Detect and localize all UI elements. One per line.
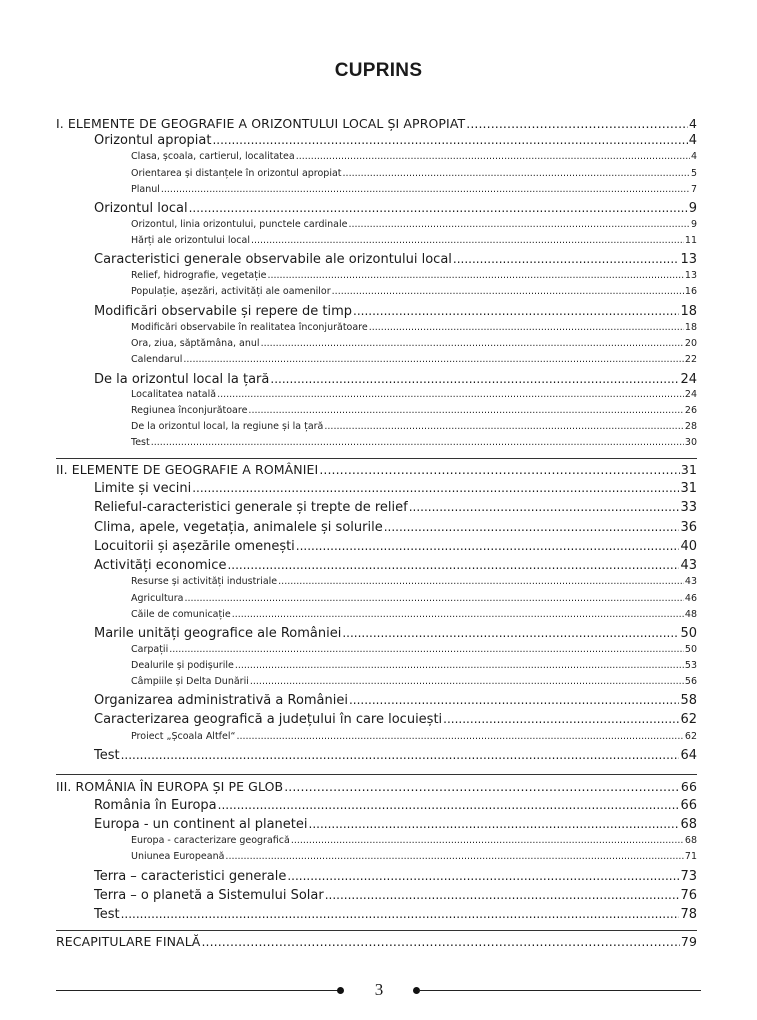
toc-entry-page: 9: [688, 201, 697, 216]
dot-leader: [453, 252, 680, 266]
dot-leader: [121, 748, 680, 762]
toc-entry-title: Limite și vecini: [94, 481, 192, 496]
toc-entry-page: 31: [680, 481, 697, 496]
dot-leader: [291, 835, 684, 846]
toc-entry-title: Caracterizarea geografică a județului în care locuiești: [94, 712, 443, 727]
toc-entry: [56, 779, 697, 794]
toc-entry-title: De la orizontul local la țară: [94, 372, 270, 387]
toc-entry-title: Clima, apele, vegetația, animalele și solurile: [94, 520, 383, 535]
toc-entry: [94, 817, 697, 832]
toc-entry: [94, 201, 697, 216]
dot-leader: [278, 576, 684, 587]
toc-entry-page: 73: [680, 869, 697, 884]
dot-leader: [309, 817, 680, 831]
toc-entry-page: 7: [690, 184, 697, 195]
toc-entry: [94, 539, 697, 554]
toc-entry: [131, 609, 697, 620]
page-title: CUPRINS: [334, 60, 423, 81]
toc-entry-title: Calendarul: [131, 354, 183, 365]
toc-entry-page: 13: [684, 270, 697, 281]
dot-leader: [332, 286, 684, 297]
toc-entry: [94, 693, 697, 708]
toc-entry-title: De la orizontul local, la regiune și la țară: [131, 421, 324, 432]
dot-leader: [296, 539, 680, 553]
toc-entry: [131, 168, 697, 179]
toc-entry-page: 58: [680, 693, 697, 708]
page-number: 3: [374, 980, 384, 999]
toc-entry-title: Relieful-caracteristici generale și trepte de relief: [94, 500, 408, 515]
dot-leader: [235, 660, 684, 671]
toc-entry-page: 64: [680, 748, 697, 763]
dot-leader: [349, 693, 679, 707]
toc-entry: [94, 748, 697, 763]
toc-entry-page: 53: [684, 660, 697, 671]
dot-leader: [270, 372, 679, 386]
toc-entry-page: 50: [684, 644, 697, 655]
toc-entry-title: Caracteristici generale observabile ale orizontului local: [94, 252, 452, 267]
toc-entry-page: 68: [684, 835, 697, 846]
toc-entry-title: Organizarea administrativă a României: [94, 693, 348, 708]
toc-entry-title: RECAPITULARE FINALĂ: [56, 934, 201, 949]
toc-entry: [94, 626, 697, 641]
dot-leader: [369, 322, 684, 333]
dot-leader: [348, 219, 689, 230]
toc-entry: [131, 151, 697, 162]
toc-entry-page: 33: [680, 500, 697, 515]
toc-entry: [131, 322, 697, 333]
dot-leader: [343, 168, 690, 179]
toc-entry-page: 30: [684, 437, 697, 448]
dot-leader: [151, 437, 684, 448]
dot-leader: [287, 869, 679, 883]
toc-entry-page: 62: [684, 731, 697, 742]
toc-entry-title: Europa - caracterizare geografică: [131, 835, 290, 846]
dot-leader: [184, 593, 683, 604]
toc-entry: [94, 500, 697, 515]
toc-entry-title: Proiect „Școala Altfel“: [131, 731, 236, 742]
toc-entry: [94, 798, 697, 813]
toc-entry: [94, 907, 697, 922]
dot-leader: [121, 907, 680, 921]
dot-leader: [267, 270, 683, 281]
toc-entry: [131, 676, 697, 687]
toc-entry: [131, 593, 697, 604]
toc-entry-title: Test: [94, 748, 120, 763]
toc-entry-page: 4: [688, 116, 697, 131]
toc-entry-title: Câmpiile și Delta Dunării: [131, 676, 249, 687]
toc-entry: [56, 116, 697, 131]
dot-leader: [227, 558, 679, 572]
toc-entry: [131, 660, 697, 671]
toc-entry: [56, 934, 697, 949]
toc-entry-page: 66: [680, 798, 697, 813]
section-divider: [56, 774, 697, 775]
dot-leader: [296, 151, 690, 162]
toc-entry: [131, 731, 697, 742]
toc-entry-page: 71: [684, 851, 697, 862]
footer-line-right: [418, 990, 701, 991]
toc-entry-title: Uniunea Europeană: [131, 851, 225, 862]
dot-leader: [189, 201, 688, 215]
toc-entry: [131, 219, 697, 230]
toc-entry: [94, 481, 697, 496]
toc-entry-page: 43: [684, 576, 697, 587]
dot-leader: [192, 481, 679, 495]
toc-entry-page: 26: [684, 405, 697, 416]
toc-entry-page: 4: [690, 151, 697, 162]
section-divider: [56, 458, 697, 459]
dot-leader: [325, 888, 680, 902]
toc-entry-page: 13: [680, 252, 697, 267]
toc-entry: [94, 304, 697, 319]
toc-entry-title: Test: [94, 907, 120, 922]
toc-entry-title: Resurse și activități industriale: [131, 576, 278, 587]
toc-entry-title: Orizontul local: [94, 201, 188, 216]
toc-entry: [94, 133, 697, 148]
dot-leader: [261, 338, 684, 349]
section-divider: [56, 930, 697, 931]
toc-entry-title: Europa - un continent al planetei: [94, 817, 308, 832]
toc-entry-title: Orizontul apropiat: [94, 133, 212, 148]
toc-entry-page: 20: [684, 338, 697, 349]
dot-leader: [218, 798, 680, 812]
toc-entry: [131, 270, 697, 281]
toc-entry: [131, 354, 697, 365]
toc-entry-title: Căile de comunicație: [131, 609, 231, 620]
footer-line-left: [56, 990, 340, 991]
toc-entry-title: Regiunea înconjurătoare: [131, 405, 248, 416]
dot-leader: [169, 644, 684, 655]
dot-leader: [384, 520, 680, 534]
toc-entry-title: Planul: [131, 184, 160, 195]
dot-leader: [232, 609, 684, 620]
toc-entry: [94, 888, 697, 903]
toc-entry-title: Carpații: [131, 644, 169, 655]
dot-leader: [443, 712, 679, 726]
toc-entry-page: 62: [680, 712, 697, 727]
toc-entry-page: 9: [690, 219, 697, 230]
toc-entry-title: II. ELEMENTE DE GEOGRAFIE A ROMÂNIEI: [56, 462, 319, 477]
dot-leader: [201, 934, 679, 949]
toc-entry: [131, 437, 697, 448]
dot-leader: [342, 626, 679, 640]
toc-entry: [131, 576, 697, 587]
toc-entry: [131, 421, 697, 432]
toc-entry-title: Locuitorii și așezările omenești: [94, 539, 295, 554]
dot-leader: [183, 354, 684, 365]
toc-entry-title: III. ROMÂNIA ÎN EUROPA ȘI PE GLOB: [56, 779, 284, 794]
toc-entry: [131, 644, 697, 655]
toc-entry-page: 24: [684, 389, 697, 400]
toc-entry: [56, 462, 697, 477]
dot-leader: [409, 500, 680, 514]
toc-entry-page: 18: [680, 304, 697, 319]
toc-entry: [131, 184, 697, 195]
toc-entry-title: Relief, hidrografie, vegetație: [131, 270, 267, 281]
toc-entry-title: Localitatea natală: [131, 389, 217, 400]
toc-entry-page: 24: [680, 372, 697, 387]
toc-entry-page: 22: [684, 354, 697, 365]
toc-entry: [131, 835, 697, 846]
toc-entry-page: 68: [680, 817, 697, 832]
toc-entry-title: Terra – o planetă a Sistemului Solar: [94, 888, 324, 903]
toc-entry-page: 43: [680, 558, 697, 573]
toc-entry-page: 11: [684, 235, 697, 246]
toc-entry: [94, 558, 697, 573]
toc-entry-page: 79: [680, 934, 697, 949]
toc-entry-page: 18: [684, 322, 697, 333]
toc-entry-page: 5: [690, 168, 697, 179]
toc-entry-title: Activități economice: [94, 558, 227, 573]
toc-entry: [131, 338, 697, 349]
toc-entry-title: Marile unități geografice ale României: [94, 626, 342, 641]
toc-entry-title: Populație, așezări, activități ale oamenilor: [131, 286, 331, 297]
toc-entry-title: Modificări observabile și repere de timp: [94, 304, 353, 319]
toc-entry: [131, 235, 697, 246]
dot-leader: [250, 676, 684, 687]
toc-entry-page: 46: [684, 593, 697, 604]
toc-entry-title: I. ELEMENTE DE GEOGRAFIE A ORIZONTULUI LOCAL ȘI APROPIAT: [56, 116, 466, 131]
toc-entry-title: Dealurile și podișurile: [131, 660, 234, 671]
toc-entry-title: Orizontul, linia orizontului, punctele cardinale: [131, 219, 348, 230]
toc-entry-page: 4: [688, 133, 697, 148]
dot-leader: [324, 421, 684, 432]
toc-entry: [94, 520, 697, 535]
dot-leader: [284, 779, 680, 794]
toc-entry-title: Modificări observabile în realitatea înconjurătoare: [131, 322, 368, 333]
toc-entry: [131, 405, 697, 416]
toc-entry-page: 76: [680, 888, 697, 903]
toc-entry-title: România în Europa: [94, 798, 217, 813]
toc-entry: [94, 372, 697, 387]
footer-dot-left: [337, 987, 344, 994]
toc-entry-page: 66: [680, 779, 697, 794]
dot-leader: [225, 851, 683, 862]
toc-entry-page: 48: [684, 609, 697, 620]
toc-entry-page: 50: [680, 626, 697, 641]
dot-leader: [251, 235, 684, 246]
toc-entry-page: 40: [680, 539, 697, 554]
toc-entry-page: 16: [684, 286, 697, 297]
toc-entry: [94, 712, 697, 727]
toc-entry-title: Test: [131, 437, 150, 448]
dot-leader: [353, 304, 679, 318]
toc-entry: [94, 869, 697, 884]
toc-entry-page: 78: [680, 907, 697, 922]
toc-entry-title: Clasa, școala, cartierul, localitatea: [131, 151, 295, 162]
dot-leader: [161, 184, 690, 195]
toc-entry-page: 56: [684, 676, 697, 687]
toc-entry-page: 31: [680, 462, 697, 477]
dot-leader: [319, 462, 680, 477]
toc-entry: [131, 389, 697, 400]
dot-leader: [217, 389, 684, 400]
toc-entry-title: Orientarea și distanțele în orizontul apropiat: [131, 168, 342, 179]
toc-entry-title: Terra – caracteristici generale: [94, 869, 287, 884]
toc-entry: [131, 286, 697, 297]
toc-entry-page: 28: [684, 421, 697, 432]
toc-entry: [94, 252, 697, 267]
dot-leader: [248, 405, 683, 416]
toc-entry-title: Ora, ziua, săptămâna, anul: [131, 338, 260, 349]
toc-entry-page: 36: [680, 520, 697, 535]
toc-entry: [131, 851, 697, 862]
dot-leader: [236, 731, 683, 742]
dot-leader: [212, 133, 687, 147]
dot-leader: [466, 116, 688, 131]
toc-entry-title: Agricultura: [131, 593, 184, 604]
toc-entry-title: Hărți ale orizontului local: [131, 235, 250, 246]
